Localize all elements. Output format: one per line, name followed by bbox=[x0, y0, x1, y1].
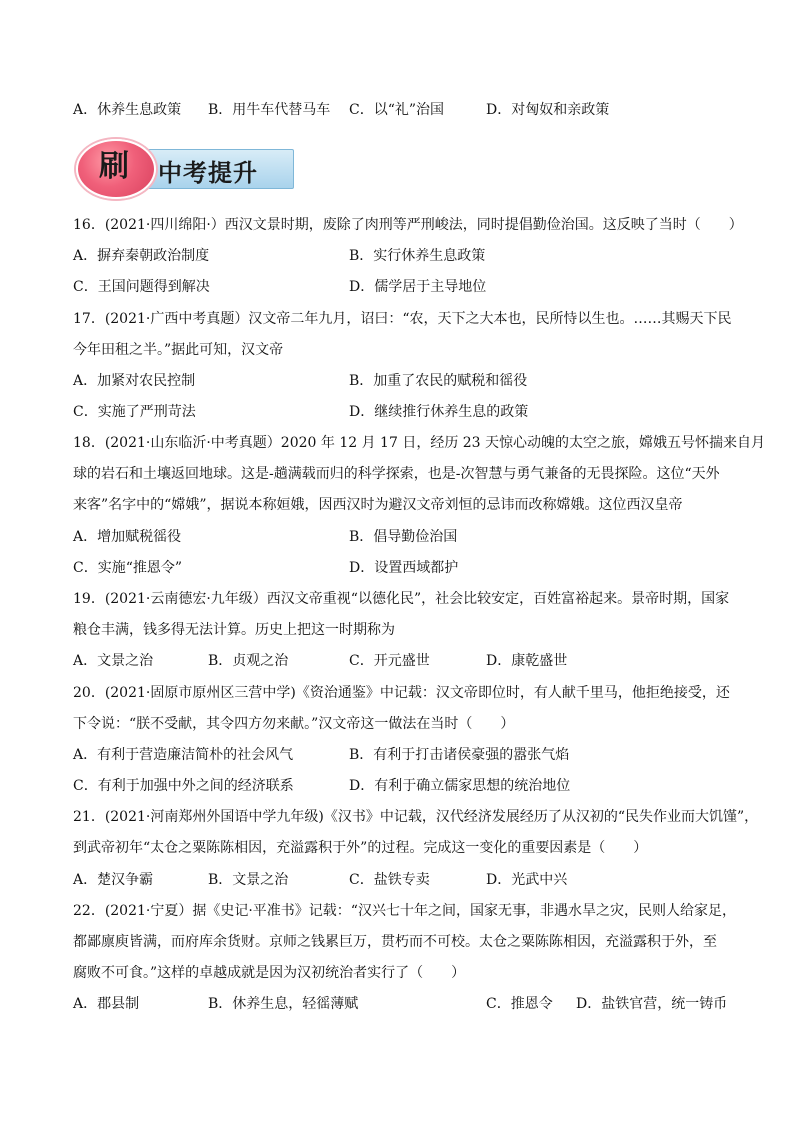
question-21-stem-line1: 21．(2021·河南郑州外国语中学九年级)《汉书》中记载，汉代经济发展经历了从汉初的“民失作业而大饥馑”， bbox=[73, 809, 759, 825]
q17-option-b: B．加重了农民的赋税和徭役 bbox=[349, 373, 528, 389]
option-a: A．休养生息政策 bbox=[73, 102, 182, 118]
q18-option-b: B．倡导勤俭治国 bbox=[349, 529, 458, 545]
question-16-stem: 16．(2021·四川绵阳·）西汉文景时期，废除了肉刑等严刑峻法，同时提倡勤俭治国。这反映了当时（ ） bbox=[73, 217, 743, 233]
q21-option-d: D．光武中兴 bbox=[486, 872, 568, 888]
question-19-stem-line1: 19．(2021·云南德宏·九年级）西汉文帝重视“以德化民”，社会比较安定，百姓富裕起来。景帝时期，国家 bbox=[73, 591, 730, 607]
q17-option-a: A．加紧对农民控制 bbox=[73, 373, 196, 389]
q18-option-d: D．设置西域都护 bbox=[349, 560, 459, 576]
question-20-stem-line1: 20．(2021·固原市原州区三营中学)《资治通鉴》中记载：汉文帝即位时，有人献千里马，他拒绝接受，还 bbox=[73, 685, 730, 701]
question-18-stem-line1: 18．(2021·山东临沂·中考真题）2020 年 12 月 17 日，经历 23 天惊心动魄的太空之旅，嫦娥五号怀揣来自月 bbox=[73, 435, 766, 451]
question-21-stem-line2: 到武帝初年“太仓之粟陈陈相因，充溢露积于外”的过程。完成这一变化的重要因素是（ ） bbox=[73, 840, 648, 856]
q16-option-b: B．实行休养生息政策 bbox=[349, 248, 486, 264]
q22-option-c: C．推恩令 bbox=[486, 996, 553, 1012]
question-19-stem-line2: 粮仓丰满，钱多得无法计算。历史上把这一时期称为 bbox=[73, 622, 395, 638]
q20-option-b: B．有利于打击诸侯豪强的嚣张气焰 bbox=[349, 747, 570, 763]
question-17-stem-line2: 今年田租之半。”据此可知，汉文帝 bbox=[73, 342, 284, 358]
q18-option-a: A．增加赋税徭役 bbox=[73, 529, 182, 545]
q16-option-d: D．儒学居于主导地位 bbox=[349, 279, 487, 295]
banner-title: 中考提升 bbox=[158, 159, 258, 187]
question-22-stem-line1: 22．(2021·宁夏）据《史记·平准书》记载：“汉兴七十年之间，国家无事，非遇水旱之灾，民则人给家足， bbox=[73, 903, 736, 919]
q17-option-d: D．继续推行休养生息的政策 bbox=[349, 404, 529, 420]
q22-option-d: D．盐铁官营，统一铸币 bbox=[576, 996, 728, 1012]
q19-option-b: B．贞观之治 bbox=[208, 653, 289, 669]
q16-option-a: A．摒弃秦朝政治制度 bbox=[73, 248, 210, 264]
q20-option-c: C．有利于加强中外之间的经济联系 bbox=[73, 778, 294, 794]
q18-option-c: C．实施“推恩令” bbox=[73, 560, 183, 576]
section-banner bbox=[76, 139, 294, 196]
q19-option-a: A．文景之治 bbox=[73, 653, 154, 669]
q20-option-a: A．有利于营造廉洁简朴的社会风气 bbox=[73, 747, 294, 763]
question-17-stem-line1: 17．(2021·广西中考真题）汉文帝二年九月，诏曰：“农，天下之大本也，民所恃以生也。……其赐天下民 bbox=[73, 311, 732, 327]
banner-badge-text: 刷 bbox=[99, 149, 129, 184]
question-20-stem-line2: 下令说：“朕不受献，其令四方勿来献。”汉文帝这一做法在当时（ ） bbox=[73, 716, 515, 732]
q21-option-b: B．文景之治 bbox=[208, 872, 289, 888]
option-c: C．以“礼”治国 bbox=[349, 102, 445, 118]
q16-option-c: C．王国问题得到解决 bbox=[73, 279, 210, 295]
q20-option-d: D．有利于确立儒家思想的统治地位 bbox=[349, 778, 571, 794]
question-18-stem-line2: 球的岩石和土壤返回地球。这是-趟满载而归的科学探索，也是-次智慧与勇气兼备的无畏探险。这位“天外 bbox=[73, 466, 720, 482]
q21-option-a: A．楚汉争霸 bbox=[73, 872, 154, 888]
question-18-stem-line3: 来客”名字中的“嫦娥”，据说本称姮娥，因西汉时为避汉文帝刘恒的忌讳而改称嫦娥。这位西汉皇帝 bbox=[73, 497, 683, 513]
q17-option-c: C．实施了严刑苛法 bbox=[73, 404, 196, 420]
q21-option-c: C．盐铁专卖 bbox=[349, 872, 430, 888]
question-22-stem-line2: 都鄙廪庾皆满，而府库余货财。京师之钱累巨万，贯朽而不可校。太仓之粟陈陈相因，充溢露积于外，至 bbox=[73, 934, 717, 950]
option-d: D．对匈奴和亲政策 bbox=[486, 102, 610, 118]
q19-option-c: C．开元盛世 bbox=[349, 653, 430, 669]
question-22-stem-line3: 腐败不可食。”这样的卓越成就是因为汉初统治者实行了（ ） bbox=[73, 965, 466, 981]
q22-option-a: A．郡县制 bbox=[73, 996, 140, 1012]
q22-option-b: B．休养生息，轻徭薄赋 bbox=[208, 996, 359, 1012]
option-b: B．用牛车代替马车 bbox=[208, 102, 331, 118]
q19-option-d: D．康乾盛世 bbox=[486, 653, 568, 669]
